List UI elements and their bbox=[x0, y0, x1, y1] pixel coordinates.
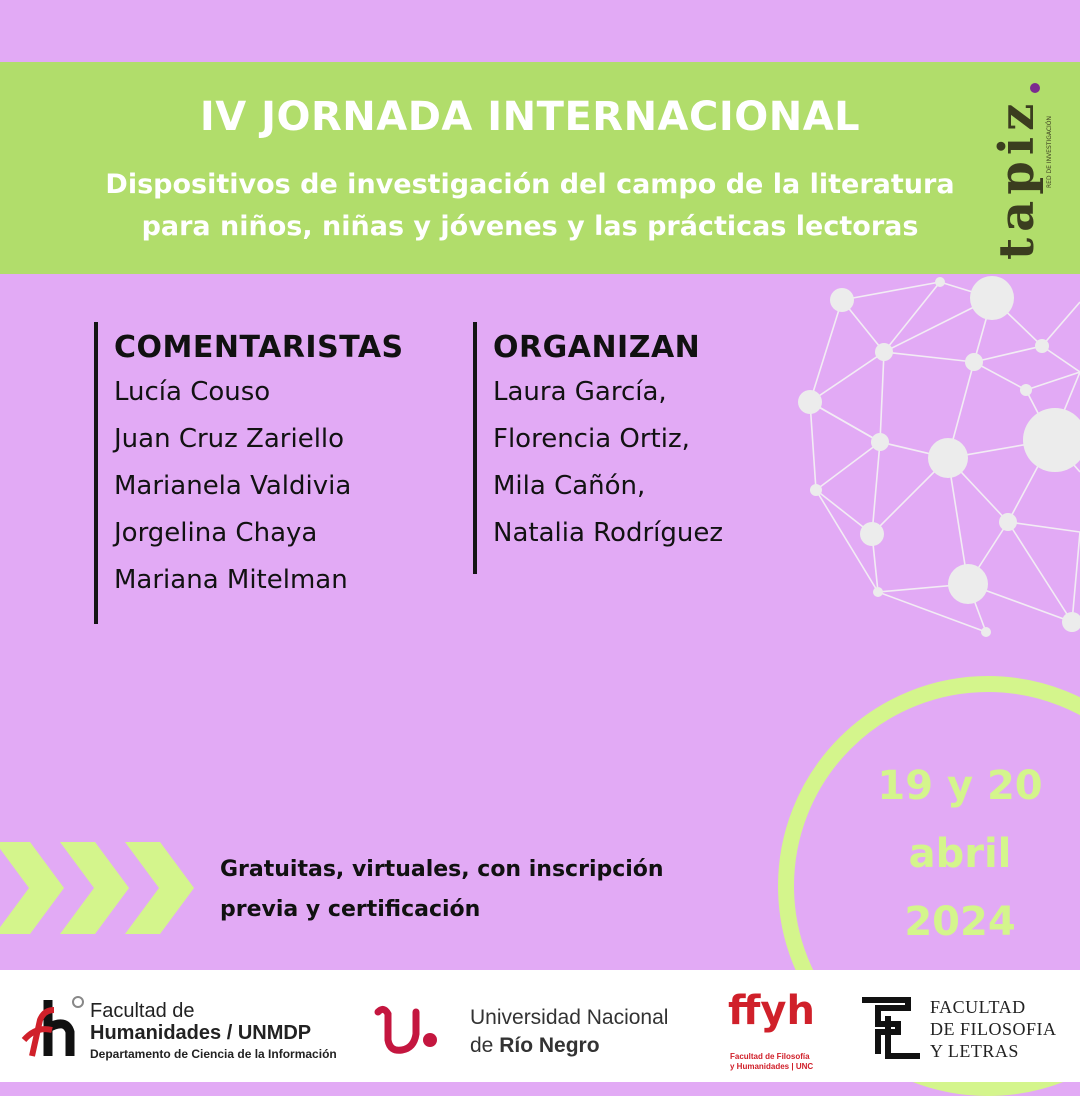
ffyl-logo bbox=[858, 970, 1070, 1082]
info-line-1: Gratuitas, virtuales, con inscripción bbox=[220, 857, 664, 882]
ffyh-line-1: Facultad de Filosofía bbox=[730, 1052, 810, 1061]
tapiz-logo bbox=[975, 78, 1075, 263]
subtitle-line-2: para niños, niñas y jóvenes y las prácticas lectoras bbox=[141, 211, 919, 242]
ffyh-line-2: y Humanidades | UNC bbox=[730, 1062, 814, 1071]
organizer-name: Laura García, bbox=[493, 377, 667, 407]
comentarista-name: Jorgelina Chaya bbox=[114, 518, 318, 548]
unrn-prefix: de bbox=[470, 1034, 500, 1057]
event-date bbox=[865, 752, 1055, 956]
organizer-name: Florencia Ortiz, bbox=[493, 424, 690, 454]
organizan-section bbox=[473, 322, 723, 574]
ffyl-line-1: FACULTAD bbox=[930, 997, 1026, 1017]
ffyl-line-3: Y LETRAS bbox=[930, 1041, 1019, 1061]
ffyh-logo bbox=[728, 970, 828, 1082]
unrn-emblem-icon bbox=[372, 1000, 442, 1060]
comentaristas-heading: COMENTARISTAS bbox=[114, 330, 404, 365]
event-info bbox=[220, 850, 664, 930]
tapiz-dot-icon bbox=[1030, 83, 1040, 93]
network-graphic bbox=[780, 272, 1080, 642]
comentaristas-section bbox=[94, 322, 404, 624]
footer-logos bbox=[0, 970, 1080, 1082]
date-days: 19 y 20 bbox=[877, 763, 1043, 809]
ffyl-line-2: DE FILOSOFIA bbox=[930, 1019, 1057, 1039]
fh-line-3: Departamento de Ciencia de la Información bbox=[90, 1047, 337, 1061]
event-subtitle bbox=[90, 164, 970, 248]
fh-emblem-icon bbox=[18, 992, 86, 1062]
organizan-heading: ORGANIZAN bbox=[493, 330, 701, 365]
unrn-logo bbox=[372, 970, 702, 1082]
organizer-name: Mila Cañón, bbox=[493, 471, 646, 501]
tapiz-wordmark: tapiz bbox=[989, 97, 1045, 260]
chevron-arrows-icon bbox=[0, 838, 200, 938]
fh-line-2: Humanidades / UNMDP bbox=[90, 1022, 312, 1044]
unrn-line-1: Universidad Nacional bbox=[470, 1006, 669, 1029]
comentarista-name: Marianela Valdivia bbox=[114, 471, 352, 501]
comentarista-name: Mariana Mitelman bbox=[114, 565, 348, 595]
ffyh-wordmark: ffyh bbox=[728, 988, 815, 1034]
ffyl-emblem-icon bbox=[858, 994, 924, 1064]
unrn-bold: Río Negro bbox=[499, 1034, 600, 1057]
comentarista-name: Juan Cruz Zariello bbox=[114, 424, 345, 454]
tapiz-tagline: RED DE INVESTIGACIÓN bbox=[1046, 115, 1053, 188]
fh-line-1: Facultad de bbox=[90, 1000, 195, 1022]
date-year: 2024 bbox=[904, 899, 1016, 945]
event-title: IV JORNADA INTERNACIONAL bbox=[199, 94, 861, 140]
organizer-name: Natalia Rodríguez bbox=[493, 518, 724, 548]
unrn-line-2 bbox=[470, 1032, 600, 1060]
subtitle-line-1: Dispositivos de investigación del campo de la literatura bbox=[105, 169, 955, 200]
comentarista-name: Lucía Couso bbox=[114, 377, 271, 407]
fh-unmdp-logo bbox=[18, 970, 358, 1082]
info-line-2: previa y certificación bbox=[220, 897, 481, 922]
date-month: abril bbox=[908, 831, 1012, 877]
